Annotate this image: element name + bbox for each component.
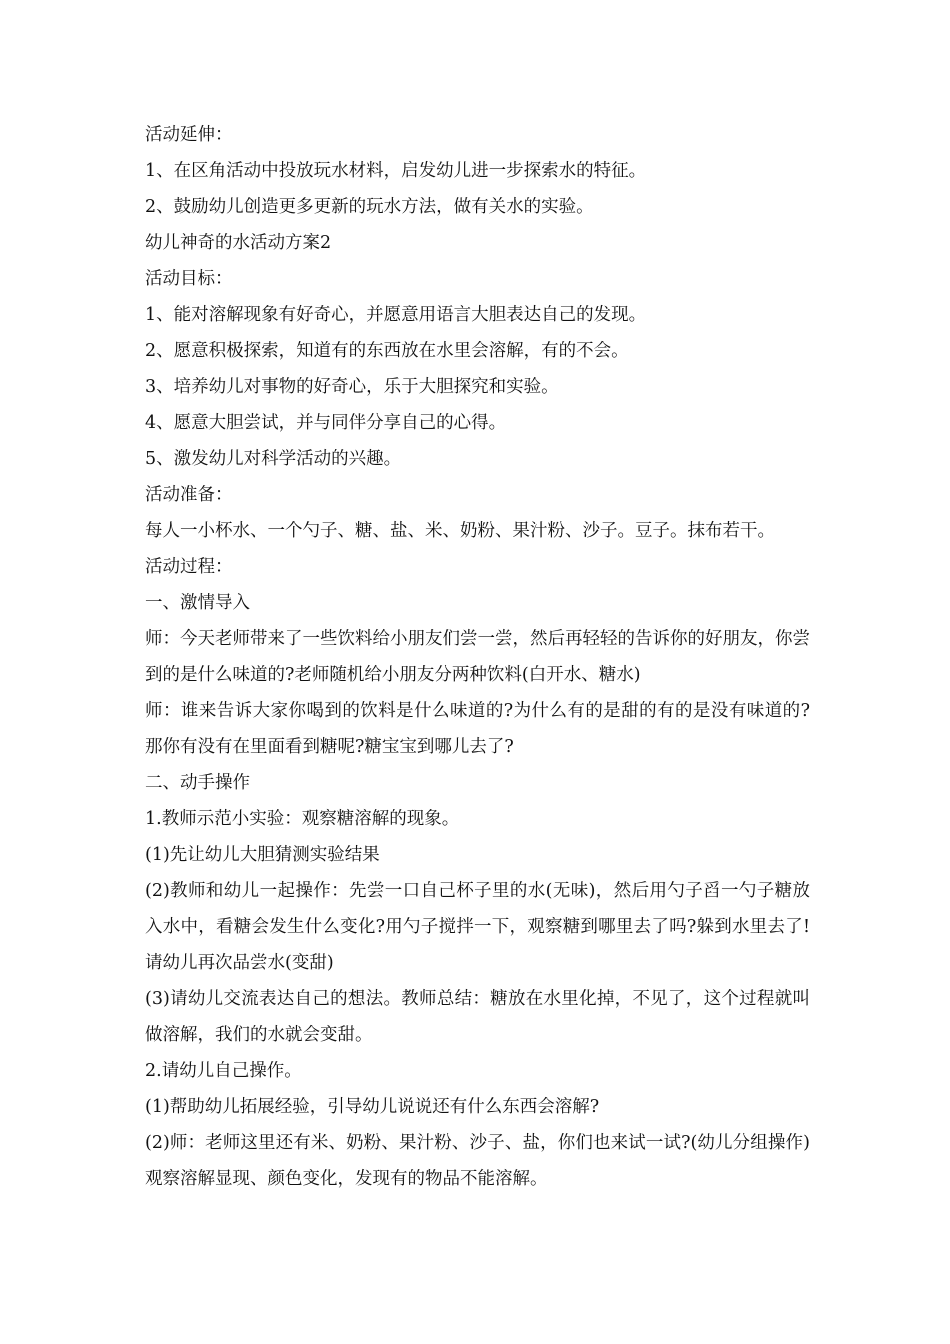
paragraph-self-operation: 2.请幼儿自己操作。: [145, 1061, 302, 1081]
paragraph-step-2-heading: 二、动手操作: [145, 773, 250, 793]
paragraph-demo-sub-2: (2)教师和幼儿一起操作：先尝一口自己杯子里的水(无味)，然后用勺子舀一勺子糖放入水中，看糖会发生什么变化?用勺子搅拌一下，观察糖到哪里去了吗?躲到水里去了!请幼儿再次品尝水(变甜): [145, 881, 810, 973]
paragraph-step-1-heading: 一、激情导入: [145, 593, 250, 613]
paragraph-goals-heading: 活动目标：: [145, 269, 233, 289]
paragraph-preparation-heading: 活动准备：: [145, 485, 233, 505]
paragraph-goal-5: 5、激发幼儿对科学活动的兴趣。: [145, 449, 402, 469]
paragraph-goal-2: 2、愿意积极探索，知道有的东西放在水里会溶解，有的不会。: [145, 341, 629, 361]
paragraph-self-sub-2: (2)师：老师这里还有米、奶粉、果汁粉、沙子、盐，你们也来试一试?(幼儿分组操作)观察溶解显现、颜色变化，发现有的物品不能溶解。: [145, 1133, 810, 1189]
paragraph-goal-3: 3、培养幼儿对事物的好奇心，乐于大胆探究和实验。: [145, 377, 559, 397]
paragraph-goal-4: 4、愿意大胆尝试，并与同伴分享自己的心得。: [145, 413, 507, 433]
paragraph-goal-1: 1、能对溶解现象有好奇心，并愿意用语言大胆表达自己的发现。: [145, 305, 647, 325]
paragraph-teacher-speech-2: 师：谁来告诉大家你喝到的饮料是什么味道的?为什么有的是甜的有的是没有味道的?那你有没有在里面看到糖呢?糖宝宝到哪儿去了?: [145, 701, 810, 757]
paragraph-extension-item-2: 2、鼓励幼儿创造更多更新的玩水方法，做有关水的实验。: [145, 197, 594, 217]
paragraph-preparation-items: 每人一小杯水、一个勺子、糖、盐、米、奶粉、果汁粉、沙子。豆子。抹布若干。: [145, 521, 775, 541]
paragraph-teacher-speech-1: 师：今天老师带来了一些饮料给小朋友们尝一尝，然后再轻轻的告诉你的好朋友，你尝到的是什么味道的?老师随机给小朋友分两种饮料(白开水、糖水): [145, 629, 810, 685]
paragraph-self-sub-1: (1)帮助幼儿拓展经验，引导幼儿说说还有什么东西会溶解?: [145, 1097, 600, 1117]
section-title-plan-2: 幼儿神奇的水活动方案2: [145, 233, 332, 253]
paragraph-demo-sub-3: (3)请幼儿交流表达自己的想法。教师总结：糖放在水里化掉，不见了，这个过程就叫做溶解，我们的水就会变甜。: [145, 989, 810, 1045]
paragraph-extension-item-1: 1、在区角活动中投放玩水材料，启发幼儿进一步探索水的特征。: [145, 161, 647, 181]
paragraph-extension-heading: 活动延伸：: [145, 125, 233, 145]
paragraph-demo-experiment: 1.教师示范小实验：观察糖溶解的现象。: [145, 809, 460, 829]
document-body: [145, 117, 810, 1197]
paragraph-process-heading: 活动过程：: [145, 557, 233, 577]
paragraph-demo-sub-1: (1)先让幼儿大胆猜测实验结果: [145, 845, 380, 865]
